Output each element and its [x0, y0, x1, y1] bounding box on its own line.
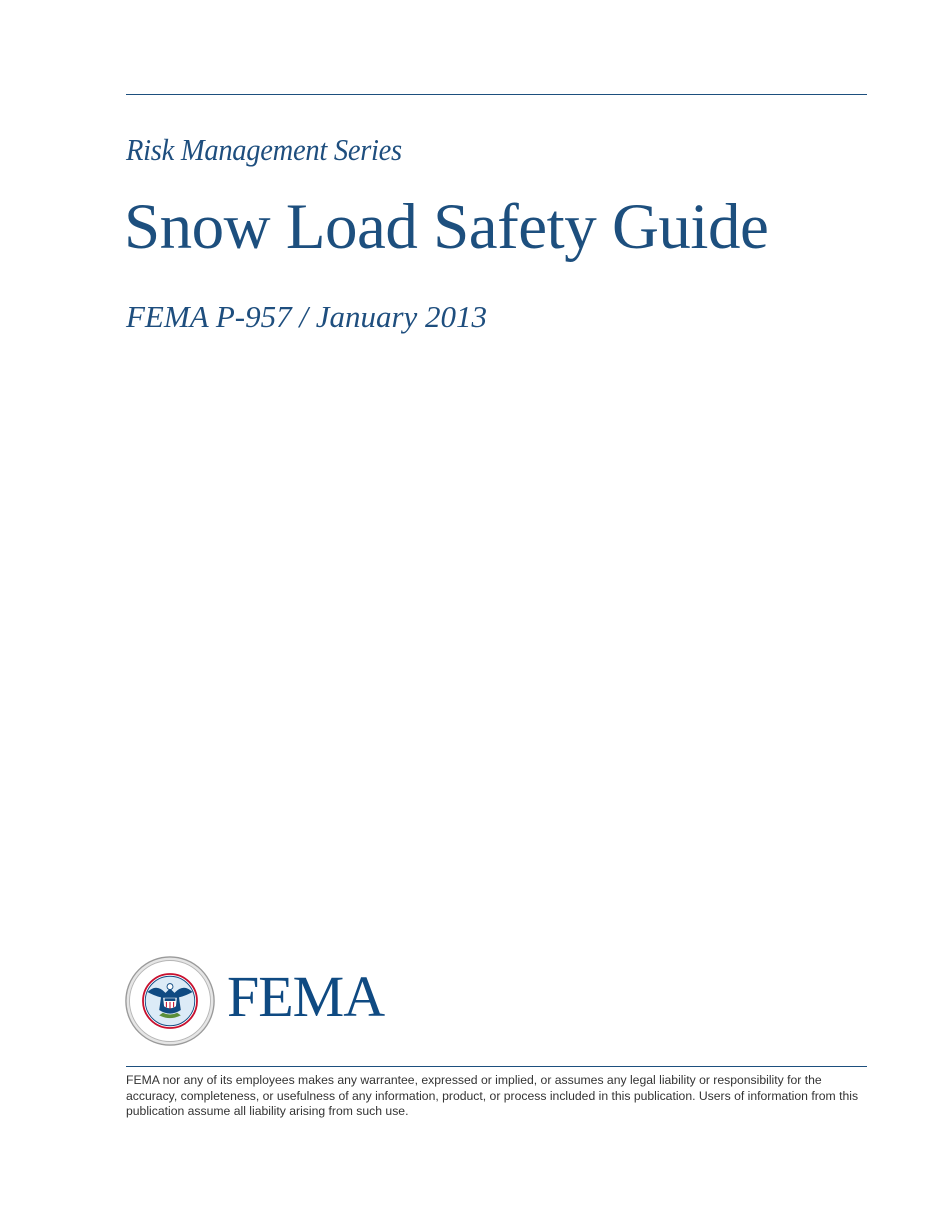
publication-id: FEMA P-957 / January 2013: [126, 299, 488, 334]
document-title: Snow Load Safety Guide: [124, 191, 769, 263]
disclaimer-text: FEMA nor any of its employees makes any warrantee, expressed or implied, or assumes any legal liability or responsibility for the accuracy, completeness, or usefulness of any information, product, or process included in this publication. Users of information from this publication assume all liability arising from such use.: [126, 1073, 859, 1118]
dhs-seal-icon: [125, 956, 215, 1046]
top-rule: [126, 94, 867, 95]
series-title: Risk Management Series: [126, 132, 402, 167]
bottom-rule: [126, 1066, 867, 1067]
fema-wordmark: FEMA: [227, 964, 385, 1029]
